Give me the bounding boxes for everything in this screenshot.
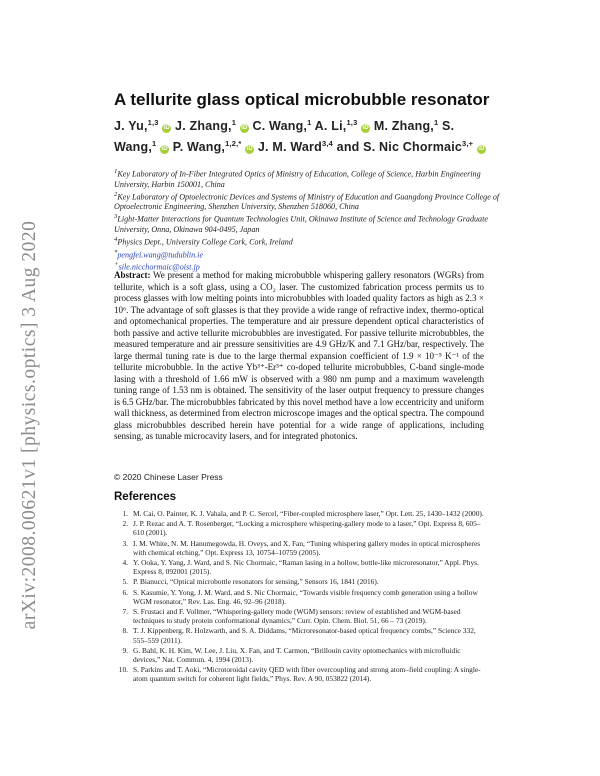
author-affiliation-mark: 3,+ <box>462 139 474 149</box>
reference-number: 7. <box>122 607 128 617</box>
orcid-icon[interactable]: iD <box>478 146 485 153</box>
reference-number: 8. <box>122 626 128 636</box>
references-heading: References <box>114 491 177 503</box>
author-name: J. Zhang, <box>175 119 232 134</box>
author-name: M. Zhang, <box>373 119 434 134</box>
reference-item <box>114 607 486 625</box>
abstract-text: We present a method for making microbubble whispering gallery resonators (WGRs) from tellurite, which is a soft glass, using a CO₂ laser. The customized fabrication process permits us to process glasses with low melting points into microbubbles with loaded quality factors as high as 2.3 × 10⁶. The advantage of soft glasses is that they provide a wide range of refractive index, thermo-optical and optomechanical properties. The temperature and air pressure dependent optical characteristics of both passive and active tellurite microbubbles are investigated. For passive tellurite microbubbles, the measured temperature and air pressure sensitivities are 4.9 GHz/K and 7.1 GHz/bar, respectively. The large thermal tuning rate is due to the large thermal expansion coefficient of 1.9 × 10⁻⁵ K⁻¹ of the tellurite microbubble. In the active Yb³⁺-Er³⁺ co-doped tellurite microbubbles, C-band single-mode lasing with a threshold of 1.66 mW is observed with a 980 nm pump and a maximum wavelength tuning range of 1.53 nm is obtained. The sensitivity of the laser output frequency to pressure changes is 6.5 GHz/bar. The microbubbles fabricated by this novel method have a low eccentricity and uniform wall thickness, as determined from electron microscope images and the optical spectra. The compound glass microbubbles described herein have potential for a wide range of applications, including sensing, as tunable microcavity lasers, and for integrated photonics. <box>114 270 485 441</box>
reference-number: 5. <box>122 577 128 587</box>
affiliation-number: 1 <box>114 168 118 175</box>
reference-number: 4. <box>122 558 128 568</box>
abstract <box>114 270 484 443</box>
affiliation-item <box>114 212 514 235</box>
email-link[interactable]: pengfei.wang@tudublin.ie <box>117 250 204 260</box>
affiliation-number: 2 <box>114 190 118 198</box>
reference-item <box>114 558 486 576</box>
orcid-icon[interactable]: iD <box>362 125 369 132</box>
reference-text: T. J. Kippenberg, R. Holzwarth, and S. A. Diddams, “Microresonator-based optical frequency combs,” Science 332, 555–559 (2011). <box>133 626 476 645</box>
reference-item <box>114 509 486 518</box>
affiliation-text: Key Laboratory of In-Fiber Integrated Optics of Ministry of Education, College of Science, Harbin Engineering University, Harbin 150001, China <box>114 169 481 189</box>
author-affiliation-mark: 1 <box>152 139 157 149</box>
reference-item <box>114 519 486 537</box>
orcid-icon[interactable]: iD <box>241 125 248 132</box>
affiliation-text: Key Laboratory of Optoelectronic Devices and Systems of Ministry of Education and Guangdong Province College of Optoelectronic Engineering, Shenzhen University, Shenzhen 518060, China <box>114 192 500 212</box>
author-name: A. Li, <box>314 119 347 134</box>
reference-number: 1. <box>122 509 128 518</box>
affiliation-item <box>114 167 514 190</box>
author-name: J. M. Ward <box>257 140 322 155</box>
reference-text: I. M. White, N. M. Hanumegowda, H. Oveys, and X. Fan, “Tuning whispering gallery modes in optical microspheres with chemical etching,” Opt. Express 13, 10754–10759 (2005). <box>133 538 481 557</box>
email-mark: * <box>114 248 118 256</box>
reference-text: Y. Ooka, Y. Yang, J. Ward, and S. Nic Chormaic, “Raman lasing in a hollow, bottle-like microresonator,” Appl. Phys. Express 8, 092001 (2015). <box>133 558 479 577</box>
reference-number: 6. <box>122 587 128 597</box>
email-link[interactable]: sile.nicchormaic@oist.jp <box>118 263 200 273</box>
reference-list <box>114 509 486 685</box>
author-affiliation-mark: 1,3 <box>147 118 159 127</box>
reference-text: S. Frustaci and F. Vollmer, “Whispering-gallery mode (WGM) sensors: review of established and WGM-based techniques to study protein conformational dynamics,” Curr. Opin. Chem. Biol. 51, 66 – 73 (2019). <box>133 607 461 626</box>
orcid-icon[interactable]: iD <box>163 125 171 132</box>
author-name: S. Wang, <box>114 119 455 155</box>
author-affiliation-mark: 1,2,* <box>225 139 242 149</box>
reference-item <box>114 588 486 606</box>
reference-number: 9. <box>122 645 128 655</box>
email-mark: + <box>114 261 119 269</box>
orcid-icon[interactable]: iD <box>161 146 168 153</box>
abstract-label: Abstract: <box>114 270 151 280</box>
author-name: J. Yu, <box>114 119 148 134</box>
reference-item <box>114 626 486 644</box>
author-affiliation-mark: 1 <box>433 118 439 127</box>
reference-item <box>114 539 486 557</box>
reference-text: J. P. Rezac and A. T. Rosenberger, “Locking a microsphere whispering-gallery mode to a laser,” Opt. Express 8, 605–610 (2001). <box>133 519 481 538</box>
reference-text: S. Parkins and T. Aoki, “Microtoroidal cavity QED with fiber overcoupling and strong atom–field coupling: A single-atom quantum switch for coherent light fields,” Phys. Rev. A 90, 053822 (2014). <box>133 665 481 684</box>
affiliation-number: 4 <box>114 236 118 244</box>
affiliations <box>114 167 514 273</box>
arxiv-identifier-text: arXiv:2008.00621v1 [physics.optics] 3 Aug 2020 <box>19 220 40 630</box>
author-affiliation-mark: 1 <box>231 118 237 127</box>
reference-item <box>114 665 486 683</box>
affiliation-item <box>114 190 514 213</box>
author-name: and S. Nic Chormaic <box>336 140 463 155</box>
reference-text: S. Kasumie, Y. Yong, J. M. Ward, and S. Nic Chormaic, “Towards visible frequency comb generation using a hollow WGM resonator,” Rev. Las. Eng. 46, 92–96 (2018). <box>133 587 478 606</box>
affiliation-item <box>114 235 514 248</box>
reference-number: 10. <box>118 665 128 675</box>
email-line <box>114 248 514 261</box>
paper-title: A tellurite glass optical microbubble resonator <box>114 90 490 109</box>
author-affiliation-mark: 3,4 <box>321 139 333 149</box>
affiliation-text: Physics Dept., University College Cork, Cork, Ireland <box>117 237 293 247</box>
affiliation-text: Light-Matter Interactions for Quantum Technologies Unit, Okinawa Institute of Science and Technology Graduate University, Onna, Okinawa 904-0495, Japan <box>114 215 488 235</box>
copyright-notice: © 2020 Chinese Laser Press <box>114 472 223 482</box>
orcid-icon[interactable]: iD <box>246 146 253 153</box>
reference-number: 3. <box>122 538 128 548</box>
reference-text: M. Cai, O. Painter, K. J. Vahala, and P. C. Sercel, “Fiber-coupled microsphere laser,” Opt. Lett. 25, 1430–1432 (2000). <box>133 509 484 518</box>
reference-text: G. Bahl, K. H. Kim, W. Lee, J. Liu, X. Fan, and T. Carmon, “Brillouin cavity optomechanics with microfluidic devices,” Nat. Commun. 4, 1994 (2013). <box>133 645 461 665</box>
affiliation-number: 3 <box>114 213 118 221</box>
author-affiliation-mark: 1,3 <box>346 118 358 127</box>
author-name: P. Wang, <box>172 140 226 155</box>
author-affiliation-mark: 1 <box>307 118 312 127</box>
reference-item <box>114 577 486 586</box>
author-name: C. Wang, <box>252 119 308 134</box>
reference-text: P. Bianucci, “Optical microbottle resonators for sensing,” Sensors 16, 1841 (2016). <box>133 577 379 587</box>
arxiv-identifier-sidebar <box>10 190 50 660</box>
reference-number: 2. <box>122 519 128 529</box>
author-list <box>114 114 494 156</box>
reference-item <box>114 646 486 664</box>
